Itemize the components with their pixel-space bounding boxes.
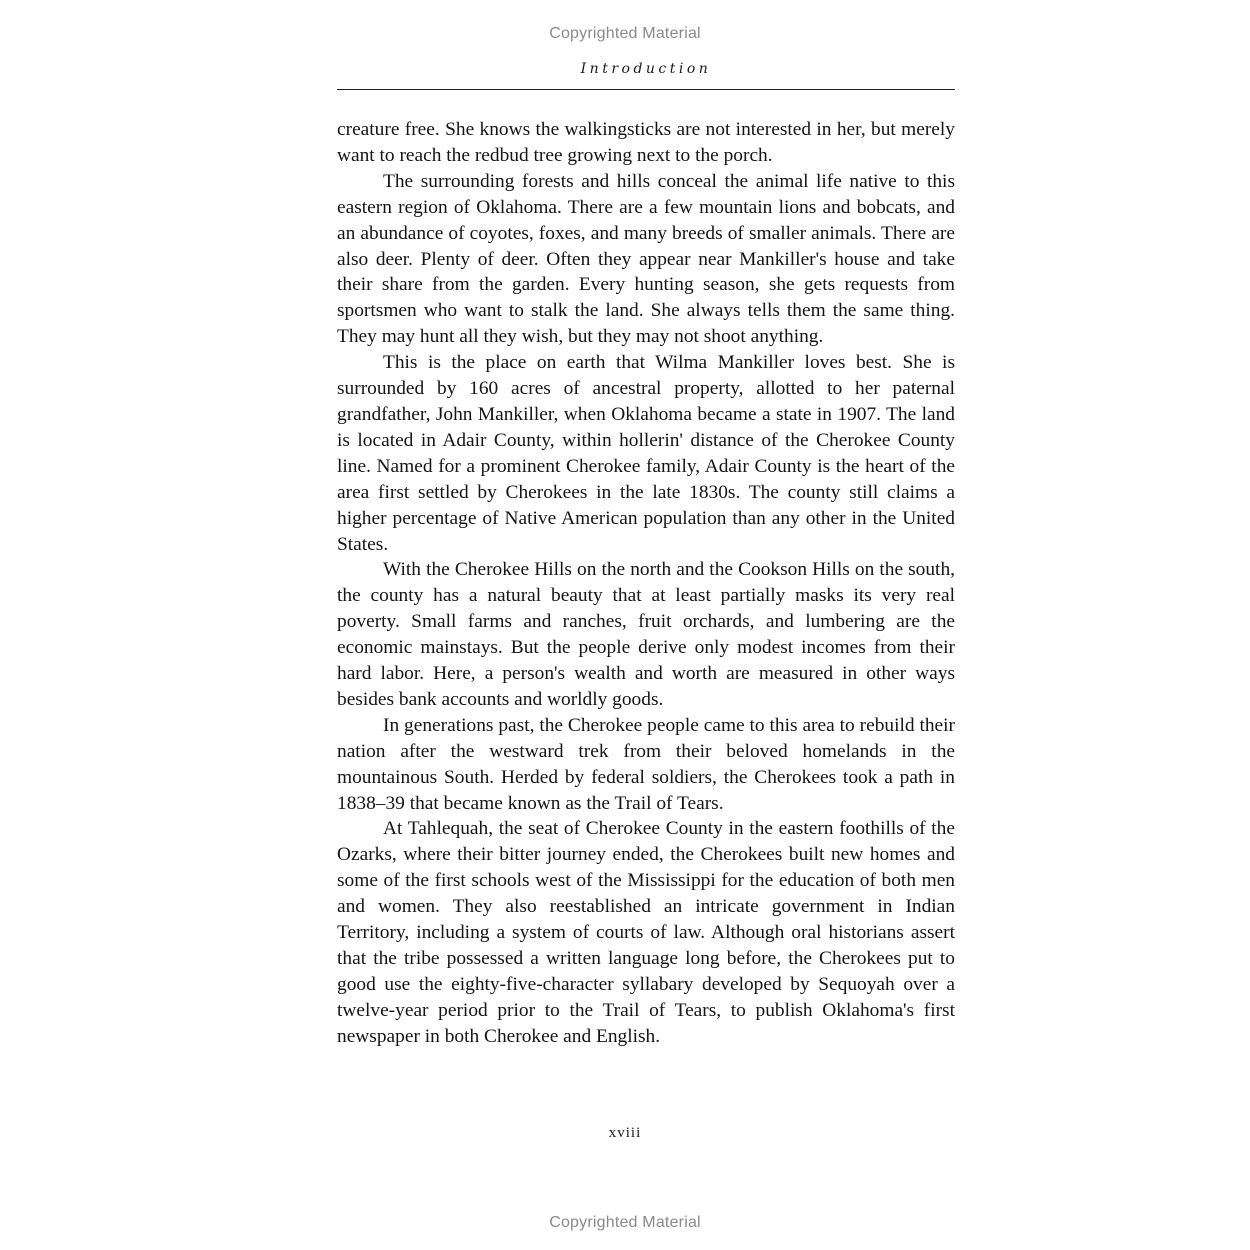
copyright-watermark-bottom: Copyrighted Material <box>549 1214 701 1231</box>
paragraph: This is the place on earth that Wilma Mankiller loves best. She is surrounded by 160 acres of ancestral property, allotted to her paternal grandfather, John Mankiller, when Oklahoma became a state in 1907. The land is located in Adair County, within hollerin' distance of the Cherokee County line. Named for a prominent Cherokee family, Adair County is the heart of the area first settled by Cherokees in the late 1830s. The county still claims a higher percentage of Native American population than any other in the United States. <box>337 352 955 555</box>
paragraph: At Tahlequah, the seat of Cherokee County in the eastern foothills of the Ozarks, where their bitter journey ended, the Cherokees built new homes and some of the first schools west of the Mississippi for the education of both men and women. They also reestablished an intricate government in Indian Territory, including a system of courts of law. Although oral historians assert that the tribe possessed a written language long before, the Cherokees put to good use the eighty-five-character syllabary developed by Sequoyah over a twelve-year period prior to the Trail of Tears, to publish Oklahoma's first newspaper in both Cherokee and English. <box>337 818 955 1047</box>
paragraph: With the Cherokee Hills on the north and the Cookson Hills on the south, the county has a natural beauty that at least partially masks its very real poverty. Small farms and ranches, fruit orchards, and lumbering are the economic mainstays. But the people derive only modest incomes from their hard labor. Here, a person's wealth and worth are measured in other ways besides bank accounts and worldly goods. <box>337 559 955 710</box>
paragraph: In generations past, the Cherokee people came to this area to rebuild their nation after the westward trek from their beloved homelands in the mountainous South. Herded by federal soldiers, the Cherokees took a path in 1838–39 that became known as the Trail of Tears. <box>337 714 955 814</box>
header-rule <box>337 89 955 90</box>
paragraph: The surrounding forests and hills conceal the animal life native to this eastern region of Oklahoma. There are a few mountain lions and bobcats, and an abundance of coyotes, foxes, and many breeds of smaller animals. There are also deer. Plenty of deer. Often they appear near Mankiller's house and take their share from the garden. Every hunting season, she gets requests from sportsmen who want to stalk the land. She always tells them the same thing. They may hunt all they wish, but they may not shoot anything. <box>337 170 955 348</box>
paragraph-continued: creature free. She knows the walkingsticks are not interested in her, but merely want to reach the redbud tree growing next to the porch. <box>337 119 955 166</box>
page-number: xviii <box>608 1125 642 1141</box>
running-head: Introduction <box>580 61 712 77</box>
body-text <box>337 117 955 1050</box>
copyright-watermark-top: Copyrighted Material <box>549 25 701 42</box>
